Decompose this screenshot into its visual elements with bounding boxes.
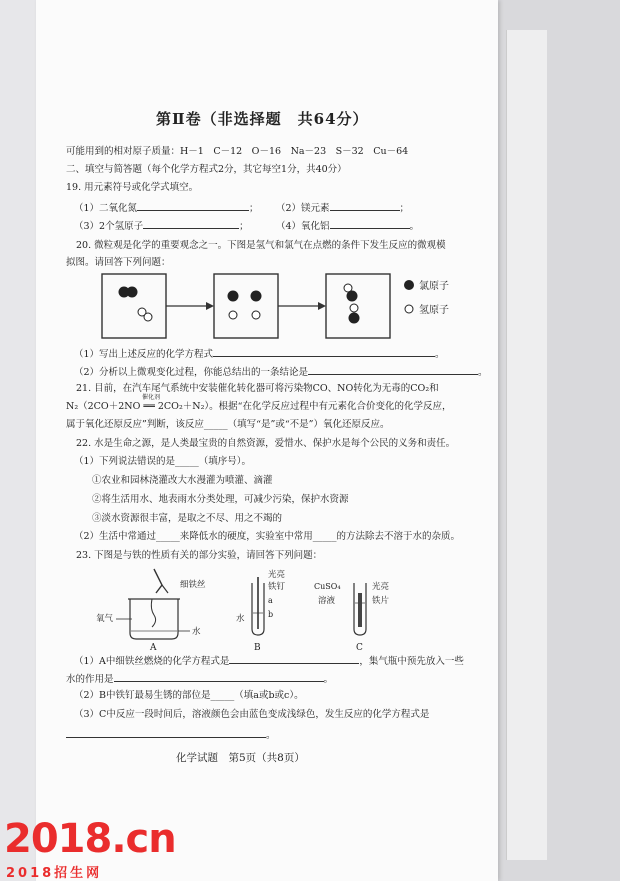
watermark-sub: 2018招生网 [6, 866, 103, 881]
cl-atom [347, 291, 358, 302]
page-title: 第Ⅱ卷（非选择题 共64分） [156, 110, 369, 128]
answer-blank[interactable] [229, 654, 359, 664]
cl-atom [127, 287, 138, 298]
h-atom [144, 313, 152, 321]
watermark-logo [0, 812, 176, 881]
page-footer: 化学试题 第5页（共8页） [176, 752, 305, 764]
q22-option1: ①农业和园林浇灌改大水漫灌为喷灌、滴灌 [92, 475, 273, 486]
legend-cl-symbol [404, 280, 414, 290]
q22-option2: ②将生活用水、地表雨水分类处理，可减少污染，保护水资源 [92, 494, 349, 505]
label-nail-1: 光亮 [268, 570, 286, 580]
label-figure-a: A [150, 643, 157, 651]
answer-blank[interactable] [137, 201, 249, 211]
q23-sub3-cont: 。 [66, 728, 276, 742]
label-oxygen: 氧气 [96, 614, 114, 624]
iron-plate [358, 593, 362, 627]
legend-h-label: 氢原子 [419, 305, 449, 316]
q19-stem: 19. 用元素符号或化学式填空。 [66, 182, 199, 193]
q19-item1: （1）二氧化氮 ； [74, 203, 259, 214]
cl-atom [228, 291, 239, 302]
answer-blank[interactable] [330, 201, 400, 211]
atomic-masses: 可能用到的相对原子质量：H－1 C－12 O－16 Na－23 S－32 Cu－64 [66, 146, 409, 157]
q19-item2: （2）镁元素 ； [276, 203, 410, 214]
q21-line3: 属于氧化还原反应”判断，该反应_____（填写“是”或“不是”）氧化还原反应。 [66, 419, 390, 430]
tongs [154, 569, 162, 593]
q22-option3: ③淡水资源很丰富，是取之不尽、用之不竭的 [92, 513, 283, 524]
h-atom [229, 311, 237, 319]
answer-blank[interactable] [330, 219, 410, 229]
answer-blank[interactable] [114, 672, 324, 682]
catalyst-label: 催化剂 [142, 394, 161, 401]
answer-blank[interactable] [143, 219, 239, 229]
q23-stem: 23. 下图是与铁的性质有关的部分实验，请回答下列问题： [76, 550, 323, 561]
iron-experiments-figure [92, 563, 432, 651]
q20-stem-line2: 拟图。请回答下列问题： [66, 257, 171, 268]
box-atoms [214, 274, 278, 338]
label-solution: 溶液 [318, 596, 336, 606]
label-part-a: a [268, 596, 273, 605]
label-plate-2: 铁片 [372, 596, 390, 606]
h-atom [252, 311, 260, 319]
q20-sub1: （1）写出上述反应的化学方程式 。 [74, 349, 445, 360]
underlying-page [506, 30, 547, 860]
apparatus-b [236, 569, 286, 651]
label-nail-2: 铁钉 [268, 582, 286, 592]
h-atom [350, 304, 358, 312]
q23-sub3: （3）C中反应一段时间后，溶液颜色会由蓝色变成浅绿色，发生反应的化学方程式是 [74, 709, 430, 720]
label-cuso4: CuSO₄ [314, 582, 341, 591]
backdrop-left [0, 0, 36, 881]
q23-sub1-cont: 水的作用是 。 [66, 674, 334, 685]
apparatus-c [314, 581, 390, 651]
cl-atom [349, 313, 360, 324]
label-plate-1: 光亮 [372, 582, 390, 592]
answer-blank[interactable] [66, 728, 266, 738]
label-figure-c: C [356, 643, 363, 651]
microscopic-diagram [96, 268, 476, 348]
legend-h-symbol [405, 305, 413, 313]
q23-sub1: （1）A中细铁丝燃烧的化学方程式是 ，集气瓶中预先放入一些 [74, 656, 464, 667]
q20-stem-line1: 20. 微粒观是化学的重要观念之一。下图是氢气和氯气在点燃的条件下发生反应的微观模 [76, 240, 446, 251]
apparatus-a [96, 569, 206, 651]
q19-item3: （3）2个氢原子 ； [74, 221, 249, 232]
q20-sub2: （2）分析以上微观变化过程，你能总结出的一条结论是 。 [74, 367, 488, 378]
q23-sub2: （2）B中铁钉最易生锈的部位是_____（填a或b或c）。 [74, 690, 304, 701]
section-heading: 二、填空与简答题（每个化学方程式2分，其它每空1分，共40分） [66, 164, 347, 175]
label-iron-wire: 细铁丝 [180, 580, 206, 590]
label-part-b: b [268, 610, 274, 619]
answer-blank[interactable] [308, 365, 478, 375]
label-figure-b: B [254, 643, 261, 651]
box-reactants-1 [102, 274, 166, 338]
answer-blank[interactable] [213, 347, 435, 357]
iron-wire [151, 599, 155, 627]
exam-page [36, 0, 498, 881]
q19-item4: （4）氧化铝 。 [276, 221, 420, 232]
q21-line1: 21. 目前，在汽车尾气系统中安装催化转化器可将污染物CO、NO转化为无毒的CO₂和 [76, 383, 439, 394]
q22-sub2: （2）生活中常通过_____来降低水的硬度，实验室中常用_____的方法除去不溶于水的杂质。 [74, 531, 461, 542]
legend-cl-label: 氯原子 [419, 281, 449, 292]
q22-stem: 22. 水是生命之源，是人类最宝贵的自然资源，爱惜水、保护水是每个公民的义务和责任。 [76, 438, 456, 449]
label-water-a: 水 [192, 627, 201, 637]
q21-line2: N₂（2CO＋2NO ══ 2CO₂＋N₂）。根据“在化学反应过程中有元素化合价变化的化学反应， [66, 401, 452, 412]
watermark-main: 2018.cn [4, 816, 176, 862]
cl-atom [251, 291, 262, 302]
q22-sub1: （1）下列说法错误的是_____（填序号）。 [74, 456, 252, 467]
label-water-b: 水 [236, 614, 245, 624]
